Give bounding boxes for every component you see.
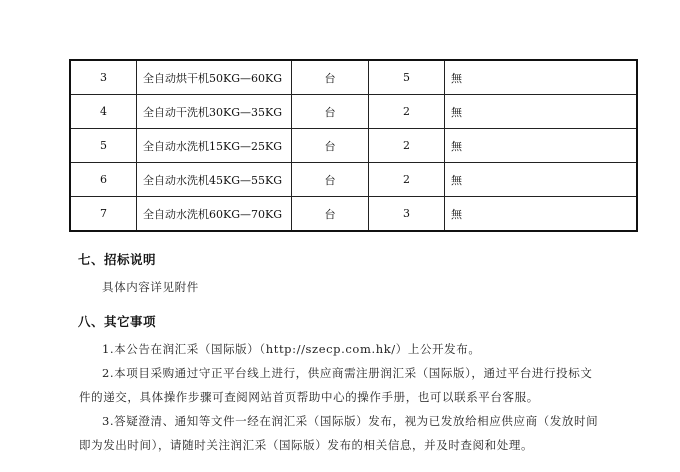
item-note: 無: [445, 163, 638, 197]
item-quantity: 2: [369, 95, 445, 129]
item-unit: 台: [292, 129, 369, 163]
row-number: 7: [70, 197, 137, 232]
notice-item-3: 3.答疑澄清、通知等文件一经在润汇采（国际版）发布，视为已发放给相应供应商（发放时间即为发出时间），请随时关注润汇采（国际版）发布的相关信息，并及时查阅和处理。: [79, 414, 599, 452]
table-row: [70, 95, 637, 129]
item-quantity: 2: [369, 129, 445, 163]
table-row: [70, 163, 637, 197]
item-note: 無: [445, 95, 638, 129]
item-quantity: 2: [369, 163, 445, 197]
item-quantity: 5: [369, 60, 445, 95]
item-name: 全自动水洗机60KG—70KG: [137, 197, 292, 232]
item-name: 全自动水洗机15KG—25KG: [137, 129, 292, 163]
section-7-heading: 七、招标说明: [78, 252, 157, 267]
table-row: [70, 60, 637, 95]
notice-item-2: 2.本项目采购通过守正平台线上进行，供应商需注册润汇采（国际版），通过平台进行投标文件的递交，具体操作步骤可查阅网站首页帮助中心的操作手册，也可以联系平台客服。: [79, 366, 593, 404]
item-name: 全自动烘干机50KG—60KG: [137, 60, 292, 95]
item-name: 全自动水洗机45KG—55KG: [137, 163, 292, 197]
equipment-table: [69, 59, 638, 232]
table-row: [70, 197, 637, 232]
row-number: 6: [70, 163, 137, 197]
item-unit: 台: [292, 163, 369, 197]
section-7-text: 具体内容详见附件: [102, 280, 199, 294]
item-note: 無: [445, 60, 638, 95]
item-quantity: 3: [369, 197, 445, 232]
item-note: 無: [445, 129, 638, 163]
section-8-heading: 八、其它事项: [78, 314, 157, 329]
row-number: 3: [70, 60, 137, 95]
notice-item-1: 1.本公告在润汇采（国际版）（http://szecp.com.hk/）上公开发布。: [102, 342, 481, 356]
item-unit: 台: [292, 95, 369, 129]
item-unit: 台: [292, 197, 369, 232]
item-note: 無: [445, 197, 638, 232]
item-name: 全自动干洗机30KG—35KG: [137, 95, 292, 129]
row-number: 4: [70, 95, 137, 129]
table-row: [70, 129, 637, 163]
row-number: 5: [70, 129, 137, 163]
item-unit: 台: [292, 60, 369, 95]
